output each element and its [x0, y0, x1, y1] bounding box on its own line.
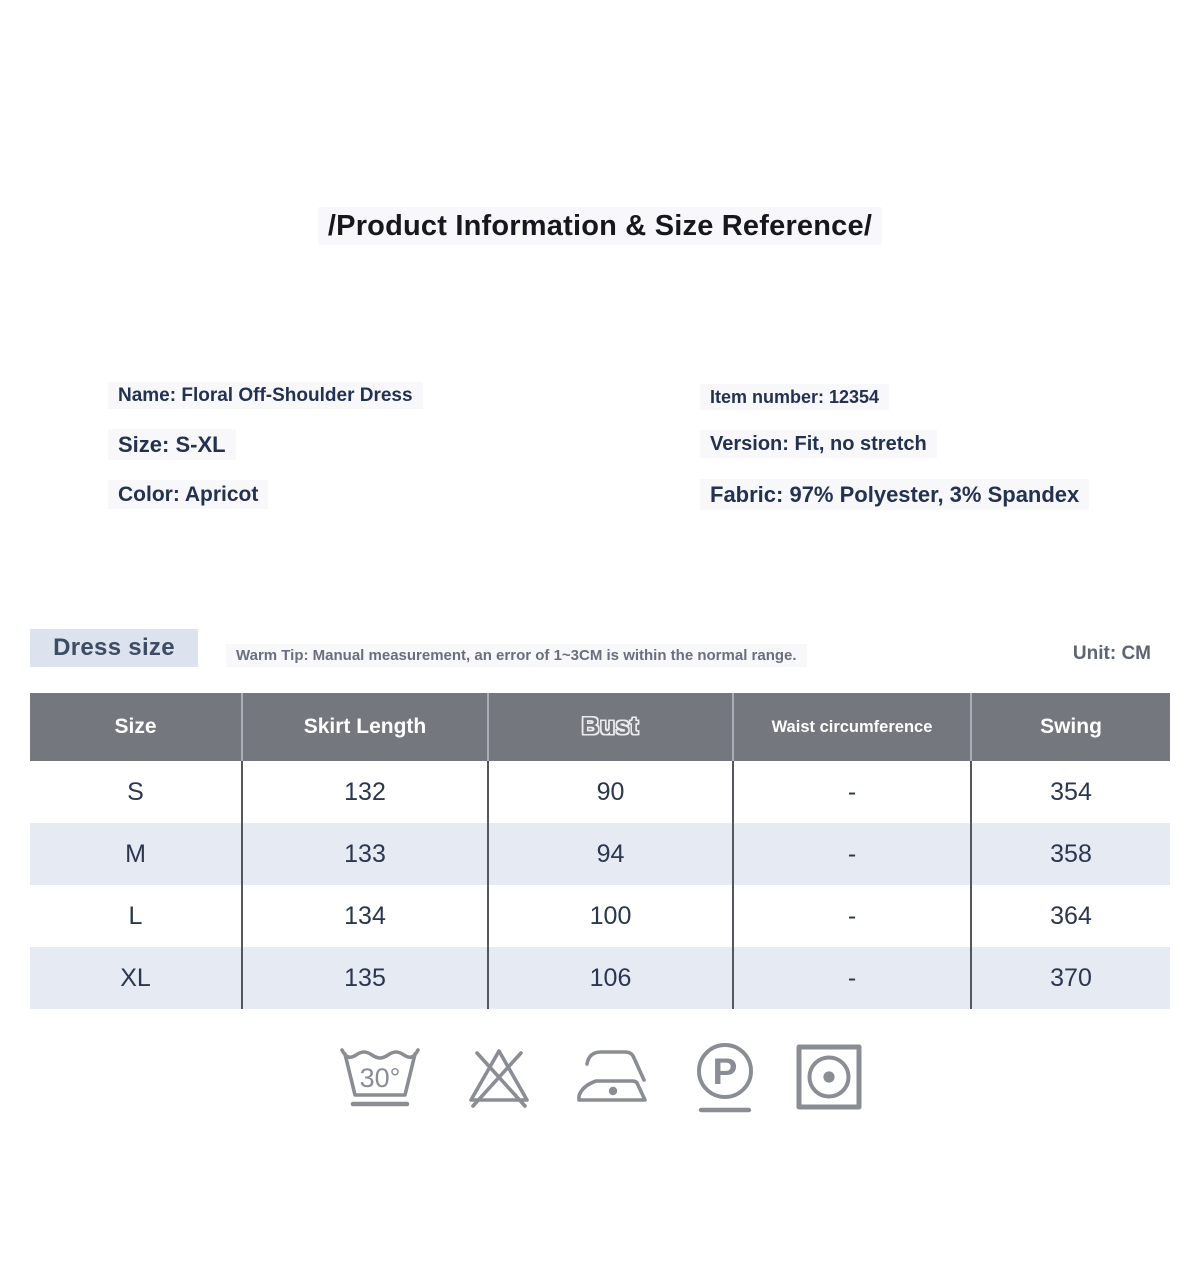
wash-30-icon: [336, 1040, 424, 1114]
iron-icon: [574, 1043, 656, 1111]
cell-bust: 100: [488, 885, 733, 947]
cell-bust: 94: [488, 823, 733, 885]
cell-swing: 354: [971, 761, 1170, 823]
cell-bust: 106: [488, 947, 733, 1009]
care-instructions: [0, 1036, 1200, 1118]
cell-waist: -: [733, 761, 971, 823]
dry-clean-letter: P: [712, 1051, 738, 1092]
cell-skirt-length: 134: [242, 885, 488, 947]
tumble-dry-icon: [794, 1042, 864, 1112]
cell-swing: 358: [971, 823, 1170, 885]
warm-tip-text: Warm Tip: Manual measurement, an error of 1~3CM is within the normal range.: [226, 647, 807, 664]
cell-swing: 364: [971, 885, 1170, 947]
unit-label: Unit: CM: [1072, 643, 1151, 664]
page-title: [0, 210, 1200, 243]
cell-size: S: [127, 777, 144, 806]
page-title-text: /Product Information & Size Reference/: [318, 207, 882, 245]
wash-temp-label: 30°: [359, 1063, 401, 1093]
cell-size: M: [125, 839, 146, 868]
product-color: Color: Apricot: [108, 483, 268, 507]
cell-swing: 370: [971, 947, 1170, 1009]
header-swing: Swing: [971, 693, 1170, 761]
table-row-xl: [30, 947, 1170, 1009]
header-skirt-length: Skirt Length: [242, 693, 488, 761]
do-not-bleach-icon: [461, 1040, 537, 1114]
product-size-range: Size: S-XL: [108, 432, 236, 458]
table-row-l: [30, 885, 1170, 947]
header-size: Size: [30, 693, 242, 761]
dry-clean-p-icon: [693, 1038, 757, 1116]
cell-size: XL: [120, 963, 151, 992]
cell-bust: 90: [488, 761, 733, 823]
header-bust: Bust: [488, 693, 733, 761]
product-version: Version: Fit, no stretch: [700, 433, 937, 456]
size-table: [30, 693, 1170, 1009]
table-row-m: [30, 823, 1170, 885]
cell-waist: -: [733, 885, 971, 947]
cell-size: L: [128, 901, 143, 930]
cell-skirt-length: 133: [242, 823, 488, 885]
table-row-s: [30, 761, 1170, 823]
size-table-header: [30, 693, 1170, 761]
header-waist: Waist circumference: [733, 693, 971, 761]
cell-skirt-length: 132: [242, 761, 488, 823]
cell-skirt-length: 135: [242, 947, 488, 1009]
dress-size-badge: Dress size: [30, 629, 198, 667]
product-item-number: Item number: 12354: [700, 387, 889, 408]
product-name: Name: Floral Off-Shoulder Dress: [108, 385, 423, 407]
cell-waist: -: [733, 823, 971, 885]
cell-waist: -: [733, 947, 971, 1009]
product-fabric: Fabric: 97% Polyester, 3% Spandex: [700, 482, 1089, 508]
